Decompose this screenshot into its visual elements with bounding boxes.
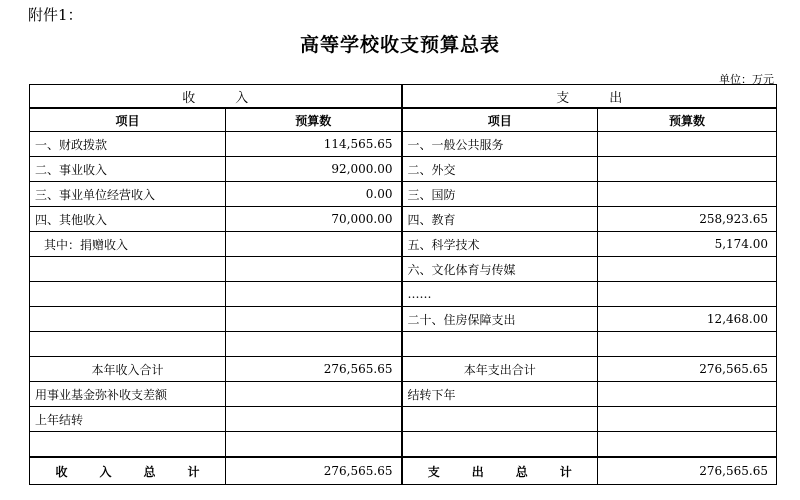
table-row xyxy=(30,232,777,257)
expense-value: 5,174.00 xyxy=(598,232,777,257)
year-total-row xyxy=(30,357,777,382)
income-budget-header: 预算数 xyxy=(226,108,402,132)
expense-section-char-2: 出 xyxy=(609,90,623,106)
expense-item: 四、教育 xyxy=(402,207,598,232)
unit-label: 单位：万元 xyxy=(719,73,774,86)
column-header-row xyxy=(30,108,777,132)
income-extra-item: 上年结转 xyxy=(30,407,226,432)
income-extra-item: 用事业基金弥补收支差额 xyxy=(30,382,226,407)
income-item: 一、财政拨款 xyxy=(30,132,226,157)
table-row xyxy=(30,307,777,332)
expense-value xyxy=(598,157,777,182)
income-grand-total-value: 276,565.65 xyxy=(226,457,402,485)
income-item-header: 项目 xyxy=(30,108,226,132)
income-item xyxy=(30,282,226,307)
income-item: 二、事业收入 xyxy=(30,157,226,182)
expense-extra-item xyxy=(402,407,598,432)
grand-total-row xyxy=(30,457,777,485)
income-extra-value xyxy=(226,407,402,432)
table-row xyxy=(30,132,777,157)
expense-extra-item: 结转下年 xyxy=(402,382,598,407)
income-grand-total-label xyxy=(30,457,226,485)
expense-item xyxy=(402,332,598,357)
expense-extra-value xyxy=(598,407,777,432)
extra-row xyxy=(30,407,777,432)
income-section-char-1: 收 xyxy=(182,90,196,106)
income-value xyxy=(226,257,402,282)
income-extra-value xyxy=(226,382,402,407)
income-item: 其中：捐赠收入 xyxy=(30,232,226,257)
expense-year-total-label: 本年支出合计 xyxy=(402,357,598,382)
expense-item: 三、国防 xyxy=(402,182,598,207)
table-row xyxy=(30,282,777,307)
expense-grand-total-char-1: 支 xyxy=(427,464,440,479)
income-value: 0.00 xyxy=(226,182,402,207)
income-extra-value xyxy=(226,432,402,458)
income-grand-total-char-2: 入 xyxy=(99,464,112,479)
attachment-label: 附件1： xyxy=(28,6,83,24)
income-value: 92,000.00 xyxy=(226,157,402,182)
income-year-total-value: 276,565.65 xyxy=(226,357,402,382)
income-value xyxy=(226,332,402,357)
income-grand-total-char-1: 收 xyxy=(55,464,68,479)
income-value xyxy=(226,232,402,257)
income-item xyxy=(30,257,226,282)
expense-item-header: 项目 xyxy=(402,108,598,132)
section-header-row xyxy=(30,85,777,109)
budget-table xyxy=(29,84,777,485)
table-row xyxy=(30,157,777,182)
expense-extra-value xyxy=(598,382,777,407)
expense-value xyxy=(598,332,777,357)
expense-item: 二、外交 xyxy=(402,157,598,182)
expense-budget-header: 预算数 xyxy=(598,108,777,132)
expense-item: …… xyxy=(402,282,598,307)
extra-row xyxy=(30,382,777,407)
expense-item: 五、科学技术 xyxy=(402,232,598,257)
expense-value: 12,468.00 xyxy=(598,307,777,332)
income-item xyxy=(30,332,226,357)
table-row xyxy=(30,182,777,207)
expense-extra-item xyxy=(402,432,598,458)
income-value xyxy=(226,282,402,307)
income-item: 四、其他收入 xyxy=(30,207,226,232)
expense-item: 六、文化体育与传媒 xyxy=(402,257,598,282)
table-row xyxy=(30,332,777,357)
expense-grand-total-char-3: 总 xyxy=(515,464,528,479)
expense-year-total-value: 276,565.65 xyxy=(598,357,777,382)
income-section-header xyxy=(30,85,402,109)
income-extra-item xyxy=(30,432,226,458)
table-row xyxy=(30,257,777,282)
income-section-char-2: 入 xyxy=(235,90,249,106)
expense-grand-total-char-2: 出 xyxy=(471,464,484,479)
expense-value xyxy=(598,132,777,157)
expense-extra-value xyxy=(598,432,777,458)
expense-grand-total-label xyxy=(402,457,598,485)
income-grand-total-char-3: 总 xyxy=(143,464,156,479)
expense-grand-total-char-4: 计 xyxy=(559,464,572,479)
income-year-total-label: 本年收入合计 xyxy=(30,357,226,382)
expense-item: 一、一般公共服务 xyxy=(402,132,598,157)
expense-grand-total-value: 276,565.65 xyxy=(598,457,777,485)
expense-value xyxy=(598,282,777,307)
expense-section-header xyxy=(402,85,777,109)
income-item: 三、事业单位经营收入 xyxy=(30,182,226,207)
income-value: 114,565.65 xyxy=(226,132,402,157)
expense-value xyxy=(598,257,777,282)
income-grand-total-char-4: 计 xyxy=(187,464,200,479)
extra-row xyxy=(30,432,777,458)
expense-value xyxy=(598,182,777,207)
expense-value: 258,923.65 xyxy=(598,207,777,232)
expense-item: 二十、住房保障支出 xyxy=(402,307,598,332)
income-value xyxy=(226,307,402,332)
expense-section-char-1: 支 xyxy=(556,90,570,106)
income-value: 70,000.00 xyxy=(226,207,402,232)
income-item xyxy=(30,307,226,332)
table-row xyxy=(30,207,777,232)
page-title: 高等学校收支预算总表 xyxy=(299,34,500,56)
